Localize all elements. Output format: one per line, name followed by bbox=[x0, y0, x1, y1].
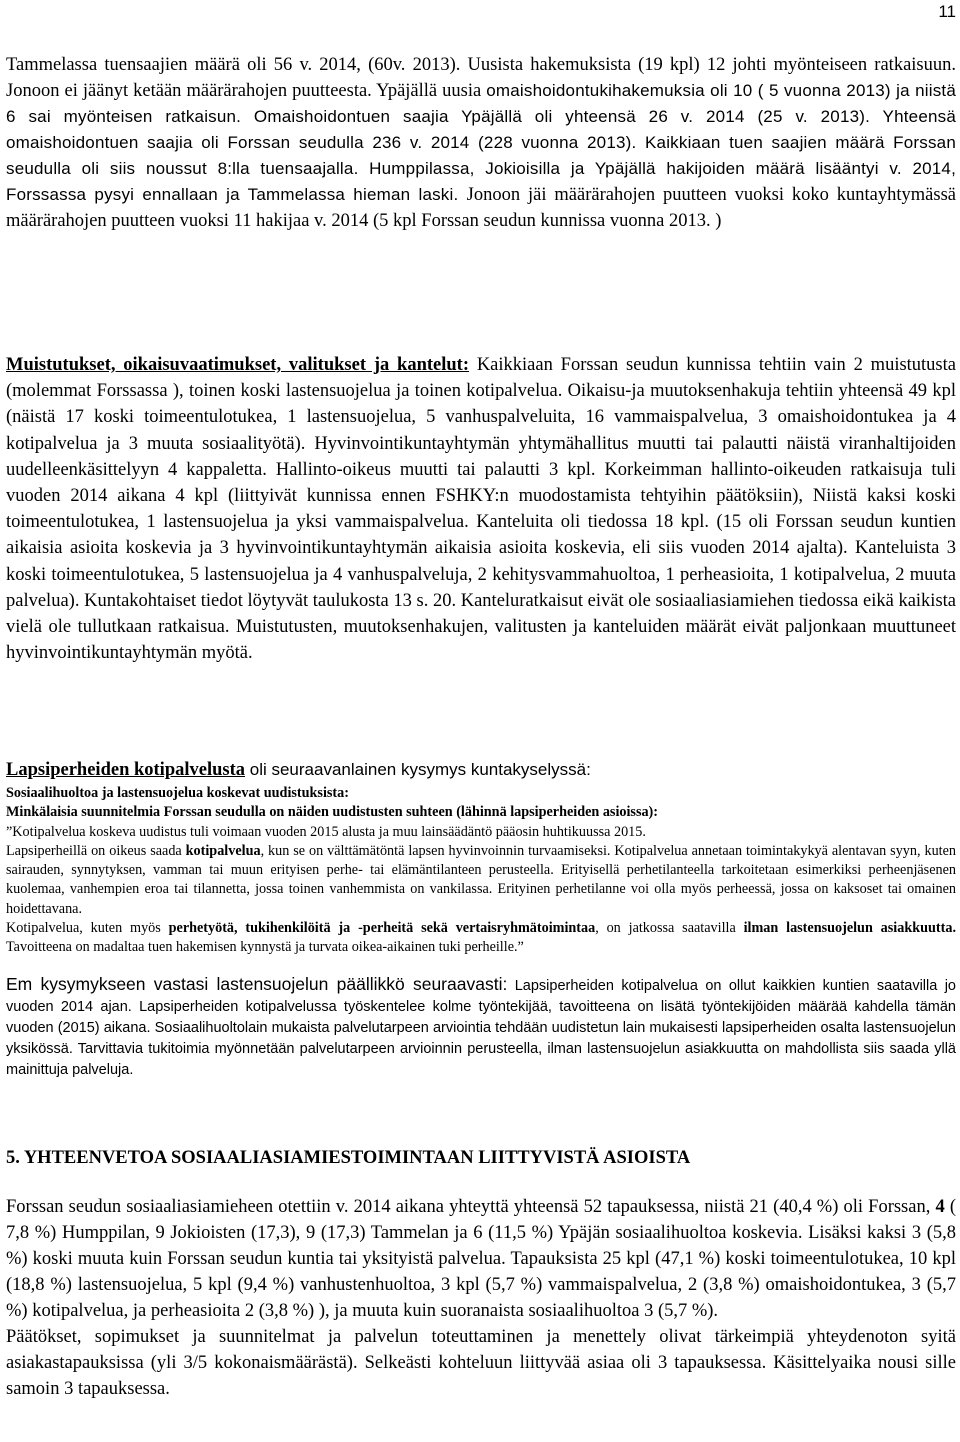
paragraph-text: Kaikkiaan Forssan seudun kunnissa tehtiin vain 2 muistutusta (molemmat Forssassa ), toinen koski lastensuojelua ja toinen kotipalvelua. Oikaisu-ja muutoksenhakuja tehtiin yhteensä 49 kpl (näistä 17 koski toimeentulotukea, 1 lastensuojelua, 5 vanhuspalveluita, 16 vammaispalvelua, 3 omaishoidontukea ja 4 kotipalvelua ja 3 muuta sosiaalityötä). Hyvinvointikuntayhtymän yhtymähallitus muutti tai palautti näistä viranhaltijoiden uudelleenkäsittelyyn 4 kappaletta. Hallinto-oikeus muutti tai palautti 3 kpl. Korkeimman hallinto-oikeuden ratkaisuja tuli vuoden 2014 aikana 4 kpl (liittyivät kunnissa ennen FSHKY:n muodostamista tehtyihin päätöksiin), Niistä kaksi koski toimeentulotukea, 1 lastensuojelua ja yksi vammaispalvelua. Kanteluita oli tiedossa 18 kpl. (15 oli Forssan seudun kuntien aikaisia asioita koskevia ja 3 hyvinvointikuntayhtymän aikaisia asioita koskevia, eli siis vuoden 2014 ajalta). Kanteluista 3 koski toimeentulotukea, 5 lastensuojelua ja 4 vanhuspalveluja, 2 kehitysvammahuoltoa, 1 perheasioita, 1 kotipalvelua, 2 muuta palvelua). Kuntakohtaiset tiedot löytyvät taulukosta 13 s. 20. Kanteluratkaisut eivät ole sosiaaliasiamiehen tiedossa eikä kaikista vielä ole tullutkaan ratkaisua. Muistutusten, muutoksenhakujen, valitusten ja kanteluiden määrät eivät paljonkaan muuttuneet hyvinvointikuntayhtymän myötä. bbox=[6, 355, 956, 664]
paragraph-muistutukset bbox=[6, 352, 956, 666]
paragraph-omaishoidontuki bbox=[6, 52, 956, 234]
paragraph-block: Päätökset, sopimukset ja suunnitelmat ja palvelun toteuttaminen ja menettely olivat tärkeimpiä yhteydenoton syitä asiakastapauksissa (yli 3/5 kokonaismäärästä). Selkeästi kohteluun liittyvää asiaa oli 3 tapauksessa. Käsittelyaika nousi sille samoin 3 tapauksessa. bbox=[6, 1327, 956, 1399]
quote-text: , on jatkossa saatavilla bbox=[595, 920, 744, 937]
quote-text: Tavoitteena on madaltaa tuen hakemisen kynnystä ja turvata oikea-aikainen tuki perheille.” bbox=[6, 939, 524, 956]
paragraph-block bbox=[6, 1194, 956, 1324]
paragraph-text: Forssan seudun sosiaaliasiamieheen otettiin v. 2014 aikana yhteyttä yhteensä 52 tapauksessa, niistä 21 (40,4 %) oli Forssan, bbox=[6, 1197, 936, 1217]
paragraph-text: Tammelassa tuensaajien määrä oli 56 v. 2014, (60v. 2013). Uusista hakemuksista (19 kpl) 12 johti myönteiseen ratkaisuun. Jonoon ei jäänyt ketään määrärahojen puutteesta. Ypäjällä uusia bbox=[6, 55, 956, 101]
section-lead-heading: Muistutukset, oikaisuvaatimukset, valitukset ja kantelut: bbox=[6, 355, 469, 375]
quote-bold: ilman lastensuojelun asiakkuutta. bbox=[743, 920, 956, 937]
answer-lead: Em kysymykseen vastasi lastensuojelun päällikkö seuraavasti: bbox=[6, 974, 508, 994]
section-heading: 5. YHTEENVETOA SOSIAALIASIAMIESTOIMINTAAN LIITTYVISTÄ ASIOISTA bbox=[6, 1148, 691, 1168]
paragraph-text: Jonoon jäi määrärahojen puutteen vuoksi koko kuntayhtymässä määrärahojen puutteen vuoksi 11 hakijaa v. 2014 (5 kpl Forssan seudun kunnissa vuonna 2013. ) bbox=[6, 185, 956, 231]
paragraph-bold: 4 bbox=[935, 1197, 945, 1217]
quote-text: Lapsiperheillä on oikeus saada bbox=[6, 842, 186, 859]
paragraph-text: oli seuraavanlainen kysymys kuntakyselyssä: bbox=[245, 760, 591, 779]
question-subtitle: Minkälaisia suunnitelmia Forssan seudulla on näiden uudistusten suhteen (lähinnä lapsiperheiden asioissa): bbox=[6, 804, 659, 821]
paragraph-kotipalvelu-heading bbox=[6, 758, 956, 782]
page-number: 11 bbox=[938, 2, 956, 21]
quote-text: Kotipalvelua, kuten myös bbox=[6, 920, 169, 937]
paragraph-text: Lapsiperheiden kotipalvelua on ollut kaikkien kuntien saatavilla jo vuoden 2014 ajan. Lapsiperheiden kotipalvelussa työskentelee kolme työntekijää, tavoitteena on lisätä työntekijöiden määrää kahdella tämän vuoden (2015) aikana. Sosiaalihuoltolain mukaista palvelutarpeen arviointia tehdään uudistetun lain mukaisesti lapsiperheiden osalta lastensuojelun yksikössä. Tarvittavia tukitoimia myönnetään palvelutarpeen arvioinnin perusteella, ilman lastensuojelun asiakkuutta on mahdollista siis saada yllä mainittuja palveluja. bbox=[6, 978, 957, 1078]
question-title: Sosiaalihuoltoa ja lastensuojelua koskevat uudistuksista: bbox=[6, 785, 349, 801]
quote-line: ”Kotipalvelua koskeva uudistus tuli voimaan vuoden 2015 alusta ja muu lainsäädäntö pääosin huhtikuussa 2015. bbox=[6, 823, 646, 840]
section-lead-heading: Lapsiperheiden kotipalvelusta bbox=[6, 760, 246, 780]
paragraph-text: omaishoidontukihakemuksia oli 10 ( 5 vuonna 2013) ja niistä 6 sai myönteisen ratkaisun. Omaishoidontuen saajia Ypäjällä oli yhteensä 26 v. 2014 (25 v. 2013). Yhteensä omaishoidontuen saajia oli Forssan seudulla 236 v. 2014 (228 vuonna 2013). Kaikkiaan tuen saajien määrä Forssan seudulla oli siis noussut 8:lla tuensaajalla. Humppilassa, Jokioisilla ja Ypäjällä hakijoiden määrä lisääntyi v. 2014, Forssassa pysyi ennallaan ja Tammelassa hieman laski. bbox=[6, 81, 956, 204]
paragraph-kotipalvelu-answer bbox=[6, 974, 956, 1081]
quote-paragraph bbox=[6, 919, 956, 958]
quote-text: , kun se on välttämätöntä lapsen hyvinvoinnin turvaamiseksi. Kotipalvelua annetaan toimintakykyä alentavan syyn, kuten sairauden, synnytyksen, vamman tai muun erityisen perhe- tai elämäntilanteen perusteella. Erityisellä perhetilanteella tarkoitetaan esimerkiksi perheenjäsenen kuolemaa, vanhempien eroa tai tilannetta, jossa toinen vanhemmista on vankilassa. Erityinen perhetilanne voi olla myös perheessä, jossa on kaksoset tai omainen hoidettavana. bbox=[6, 842, 956, 917]
paragraph-text: ( 7,8 %) Humppilan, 9 Jokioisten (17,3), 9 (17,3) Tammelan ja 6 (11,5 %) Ypäjän sosiaalihuoltoa koskevia. Lisäksi kaksi 3 (5,8 %) koski muuta kuin Forssan seudun kuntia tai yksityistä palvelua. Tapauksista 25 kpl (47,1 %) koski toimeentulotukea, 10 kpl (18,8 %) lastensuojelua, 5 kpl (9,4 %) vanhustenhuoltoa, 3 kpl (5,7 %) vammaispalvelua, 2 (3,8 %) omaishoidontukea, 3 (5,7 %) kotipalvelua, ja perheasioita 2 (3,8 %) ), ja muuta kuin suoranaista sosiaalihuoltoa 3 (5,7 %). bbox=[6, 1197, 956, 1321]
paragraph-yhteenveto bbox=[6, 1194, 956, 1402]
quote-paragraph bbox=[6, 842, 956, 919]
quote-bold: perhetyötä, tukihenkilöitä ja -perheitä sekä vertaisryhmätoimintaa bbox=[168, 920, 596, 937]
quote-bold: kotipalvelua bbox=[185, 842, 261, 859]
kotipalvelu-quoted-question bbox=[6, 784, 956, 958]
